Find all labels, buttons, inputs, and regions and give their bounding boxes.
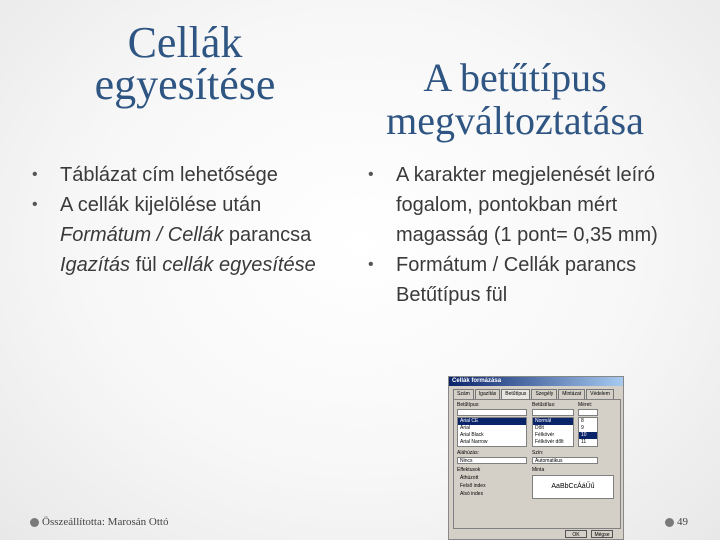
style-option: Félkövér dőlt — [535, 439, 564, 445]
right-title: A betűtípus megváltoztatása — [386, 55, 644, 143]
font-label: Betűtípus: — [457, 402, 480, 408]
dialog-ok-button: OK — [565, 530, 587, 538]
dialog-tab: Igazítás — [475, 389, 501, 399]
preview-label: Minta — [532, 467, 545, 473]
dialog-tabs — [453, 389, 614, 399]
font-option: Arial Black — [460, 432, 484, 438]
dialog-tab: Mintázat — [558, 389, 585, 399]
font-field — [457, 409, 527, 416]
style-listbox — [532, 417, 574, 447]
underline-value: Nincs — [460, 458, 473, 464]
underline-field — [457, 457, 527, 464]
bullet-dot: • — [32, 166, 38, 183]
style-option: Félkövér — [535, 432, 555, 438]
format-cells-dialog-screenshot — [448, 376, 624, 540]
dialog-tab-active: Betűtípus — [501, 389, 530, 399]
bullet-dot: • — [32, 196, 38, 213]
color-field — [532, 457, 598, 464]
font-option: Arial — [460, 425, 471, 431]
left-bullet-2 — [26, 190, 346, 280]
size-option: 10 — [579, 432, 597, 439]
footer-page-number — [665, 516, 688, 528]
effect-option: Alsó index — [460, 491, 484, 497]
dialog-tab: Szám — [453, 389, 474, 399]
left-bullet-2-part-5: fül — [130, 254, 163, 276]
effects-label: Effektusok — [457, 467, 481, 473]
right-bullet-list — [362, 160, 702, 310]
effect-option: Felső index — [460, 483, 486, 489]
left-bullet-2-tab-name: Igazítás — [60, 254, 131, 276]
right-bullet-2 — [362, 250, 702, 310]
underline-label: Aláhúzás: — [457, 450, 479, 456]
size-label: Méret: — [578, 402, 593, 408]
right-bullet-1 — [362, 160, 702, 250]
color-label: Szín: — [532, 450, 544, 456]
dialog-title: Cellák formázása — [449, 377, 623, 386]
left-bullet-2-part-1: A cellák kijelölése után — [60, 194, 262, 216]
left-bullet-list — [26, 160, 346, 280]
left-title: Cellák egyesítése — [94, 18, 276, 109]
circle-bullet-icon — [30, 518, 39, 527]
circle-bullet-icon — [665, 518, 674, 527]
dialog-panel — [453, 399, 621, 529]
left-bullet-2-part-3: parancsa — [223, 224, 312, 246]
font-option: Arial CE — [458, 418, 526, 425]
style-option: Dőlt — [535, 425, 544, 431]
page-number-text: 49 — [677, 516, 688, 528]
dialog-cancel-button: Mégse — [591, 530, 613, 538]
dialog-tab: Szegély — [531, 389, 557, 399]
size-listbox — [578, 417, 598, 447]
preview-box: AaBbCcÁáŰű — [532, 475, 614, 499]
size-option: 9 — [581, 425, 584, 431]
bullet-dot: • — [368, 166, 374, 183]
bullet-dot: • — [368, 256, 374, 273]
color-value: Automatikus — [535, 458, 563, 464]
right-bullet-1-text: A karakter megjelenését leíró fogalom, pontokban mért magasság (1 pont= 0,35 mm) — [396, 164, 658, 246]
footer-author-text: Összeállította: Marosán Ottó — [42, 516, 169, 528]
left-bullet-2-menu-path: Formátum / Cellák — [60, 224, 224, 246]
font-option: Arial Narrow — [460, 439, 488, 445]
style-option: Normál — [533, 418, 573, 425]
effect-option: Áthúzott — [460, 475, 479, 481]
right-bullet-2-text: Formátum / Cellák parancs Betűtípus fül — [396, 254, 637, 306]
size-option: 8 — [581, 418, 584, 424]
left-bullet-1 — [26, 160, 346, 190]
left-bullet-1-text: Táblázat cím lehetősége — [60, 164, 278, 186]
font-listbox — [457, 417, 527, 447]
size-option: 11 — [581, 439, 587, 445]
style-label: Betűstílus: — [532, 402, 556, 408]
footer-author — [30, 516, 168, 528]
size-field — [578, 409, 598, 416]
dialog-tab: Védelem — [586, 389, 614, 399]
left-bullet-2-option: cellák egyesítése — [162, 254, 316, 276]
style-field — [532, 409, 574, 416]
